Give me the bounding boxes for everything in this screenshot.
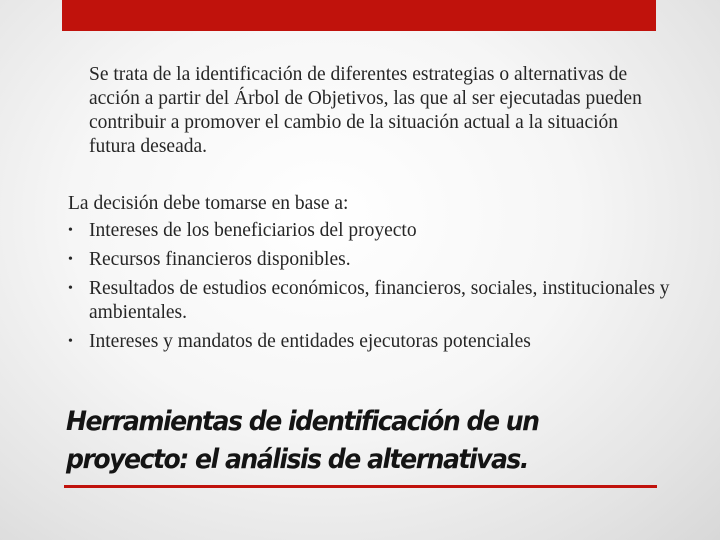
list-item (68, 219, 678, 243)
list-item (68, 330, 678, 354)
bullet-icon: • (68, 334, 73, 349)
list-item-text: Intereses de los beneficiarios del proyecto (89, 220, 417, 241)
title-underline (64, 485, 657, 488)
list-item-text: Resultados de estudios económicos, financieros, sociales, institucionales y ambientales. (89, 278, 670, 323)
list-item-text: Recursos financieros disponibles. (89, 249, 351, 270)
bullet-icon: • (68, 281, 73, 296)
list-item-text: Intereses y mandatos de entidades ejecutoras potenciales (89, 331, 531, 352)
intro-paragraph: Se trata de la identificación de diferentes estrategias o alternativas de acción a partir del Árbol de Objetivos, las que al ser ejecutadas pueden contribuir a promover el cambio de la situación actual a la situación futura deseada. (89, 64, 642, 157)
slide-title: Herramientas de identificación de un proyecto: el análisis de alternativas. (66, 406, 539, 475)
list-item (68, 248, 678, 272)
criteria-list (68, 219, 678, 359)
criteria-lead-text: La decisión debe tomarse en base a: (68, 193, 349, 214)
top-accent-bar (62, 0, 656, 31)
list-item (68, 277, 678, 325)
bullet-icon: • (68, 223, 73, 238)
bullet-icon: • (68, 252, 73, 267)
